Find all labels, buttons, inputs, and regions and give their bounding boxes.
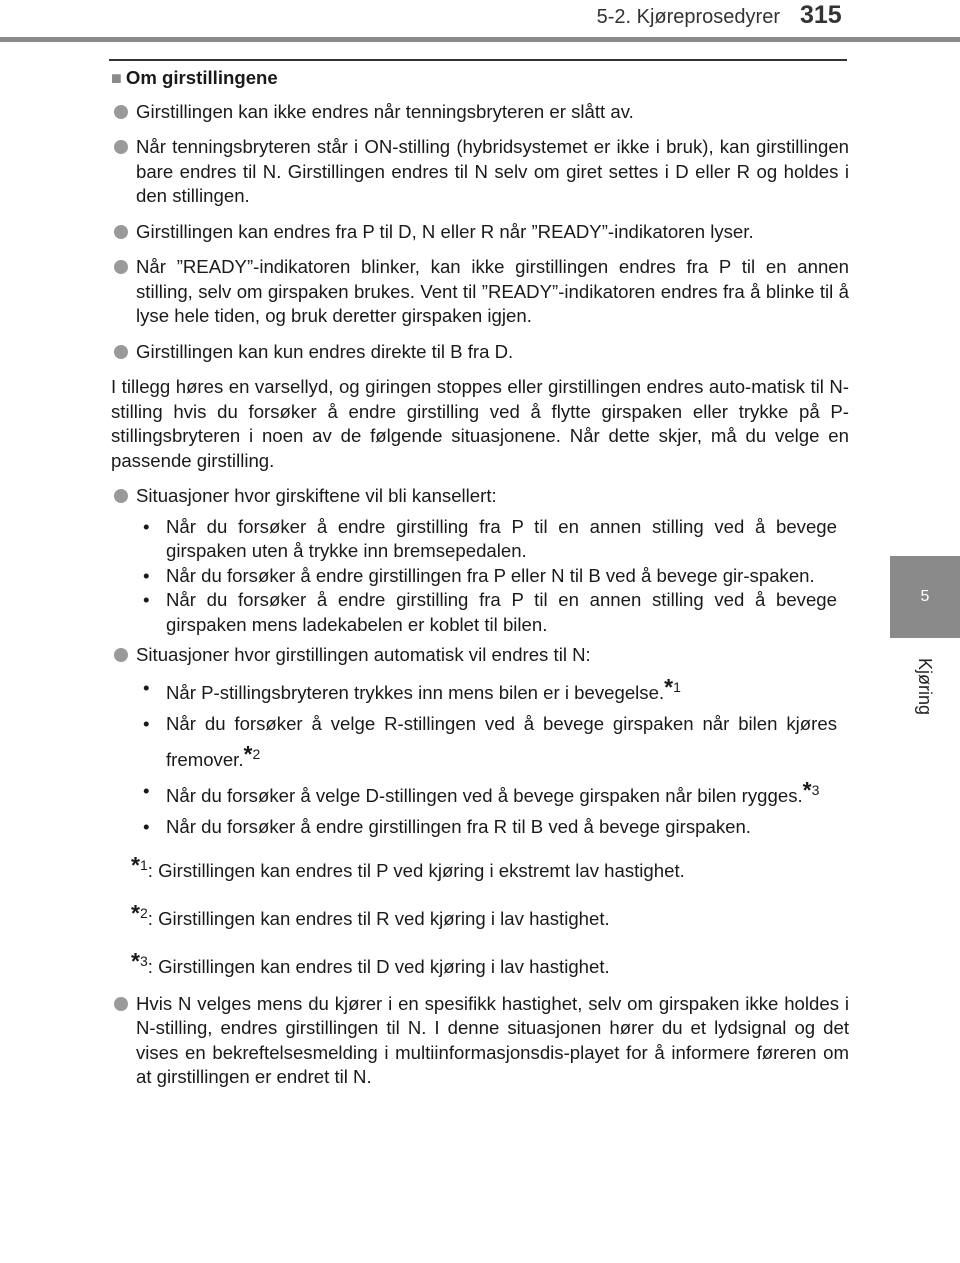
bullet-icon	[114, 489, 128, 503]
bullet-icon	[114, 997, 128, 1011]
footnote: *$^3$: Girstillingen kan endres til D ved kjøring i lav hastighet.	[131, 947, 610, 977]
auto-neutral-list	[111, 672, 849, 842]
section-title: 5-2. Kjøreprosedyrer	[596, 6, 780, 28]
chapter-tab: 5	[890, 556, 960, 638]
square-bullet-icon: ■	[111, 68, 122, 88]
bullet-icon	[114, 225, 128, 239]
bullet-icon	[114, 345, 128, 359]
footnote: *$^1$: Girstillingen kan endres til P ved kjøring i ekstremt lav hastighet.	[131, 851, 685, 881]
footnote: *$^2$: Girstillingen kan endres til R ved kjøring i lav hastighet.	[131, 899, 610, 929]
bullet-icon	[114, 648, 128, 662]
list-item: Girstillingen kan kun endres direkte til B fra D.	[111, 340, 849, 365]
chapter-label: Kjøring	[915, 657, 936, 715]
section-heading: ■ Om girstillingene	[111, 67, 278, 88]
cancel-situations-list	[111, 515, 849, 638]
content-top-rule	[109, 59, 847, 61]
sub-list-item: • Når du forsøker å endre girstillingen fra R til B ved å bevege girspaken.	[143, 815, 751, 837]
sub-list-item: • Når du forsøker å endre girstilling fra P til en annen stilling ved å bevege girspaken uten å trykke inn bremsepedalen.	[143, 515, 837, 561]
sub-list-item: • Når du forsøker å velge R-stillingen ved å bevege girspaken når bilen kjøres fremover.*$^2$	[143, 712, 837, 770]
sub-list-item: • Når du forsøker å velge D-stillingen ved å bevege girspaken når bilen rygges.*$^3$	[143, 776, 820, 806]
page-number: 315	[800, 1, 842, 29]
list-item: Hvis N velges mens du kjører i en spesifikk hastighet, selv om girspaken ikke holdes i N-stilling, endres girstillingen til N. I denne situasjonen hører du et lydsignal og det vises en bekreftelsesmelding i multiinformasjonsdis-playet for å informere føreren om at girstillingen er endret til N.	[111, 992, 849, 1090]
bullet-icon	[114, 105, 128, 119]
body-paragraph: I tillegg høres en varsellyd, og giringen stoppes eller girstillingen endres auto-matisk til N-stilling hvis du forsøker å endre girstilling ved å flytte girspaken eller trykke på P-stillingsbryteren i noen av de følgende situasjonene. Når dette skjer, må du velge en passende girstilling.	[111, 376, 849, 471]
page-content	[111, 66, 849, 1101]
bullet-icon	[114, 260, 128, 274]
sub-list-item: • Når du forsøker å endre girstillingen fra P eller N til B ved å bevege gir-spaken.	[143, 564, 815, 586]
bullet-icon	[114, 140, 128, 154]
list-item: Situasjoner hvor girskiftene vil bli kansellert:	[111, 484, 849, 509]
sub-list-item: • Når P-stillingsbryteren trykkes inn mens bilen er i bevegelse.*$^1$	[143, 673, 681, 703]
list-item: Når tenningsbryteren står i ON-stilling (hybridsystemet er ikke i bruk), kan girstillingen bare endres til N. Girstillingen endres til N selv om giret settes i D eller R og holdes i den stillingen.	[111, 135, 849, 209]
list-item: Situasjoner hvor girstillingen automatisk vil endres til N:	[111, 643, 849, 668]
list-item: Girstillingen kan ikke endres når tenningsbryteren er slått av.	[111, 100, 849, 125]
sub-list-item: • Når du forsøker å endre girstilling fra P til en annen stilling ved å bevege girspaken mens ladekabelen er koblet til bilen.	[143, 589, 837, 635]
header-rule	[0, 37, 960, 42]
list-item: Når ”READY”-indikatoren blinker, kan ikke girstillingen endres fra P til en annen stilling, selv om girspaken brukes. Vent til ”READY”-indikatoren endres fra å blinke til å lyse hele tiden, og bruk deretter girspaken igjen.	[111, 255, 849, 329]
list-item: Girstillingen kan endres fra P til D, N eller R når ”READY”-indikatoren lyser.	[111, 220, 849, 245]
